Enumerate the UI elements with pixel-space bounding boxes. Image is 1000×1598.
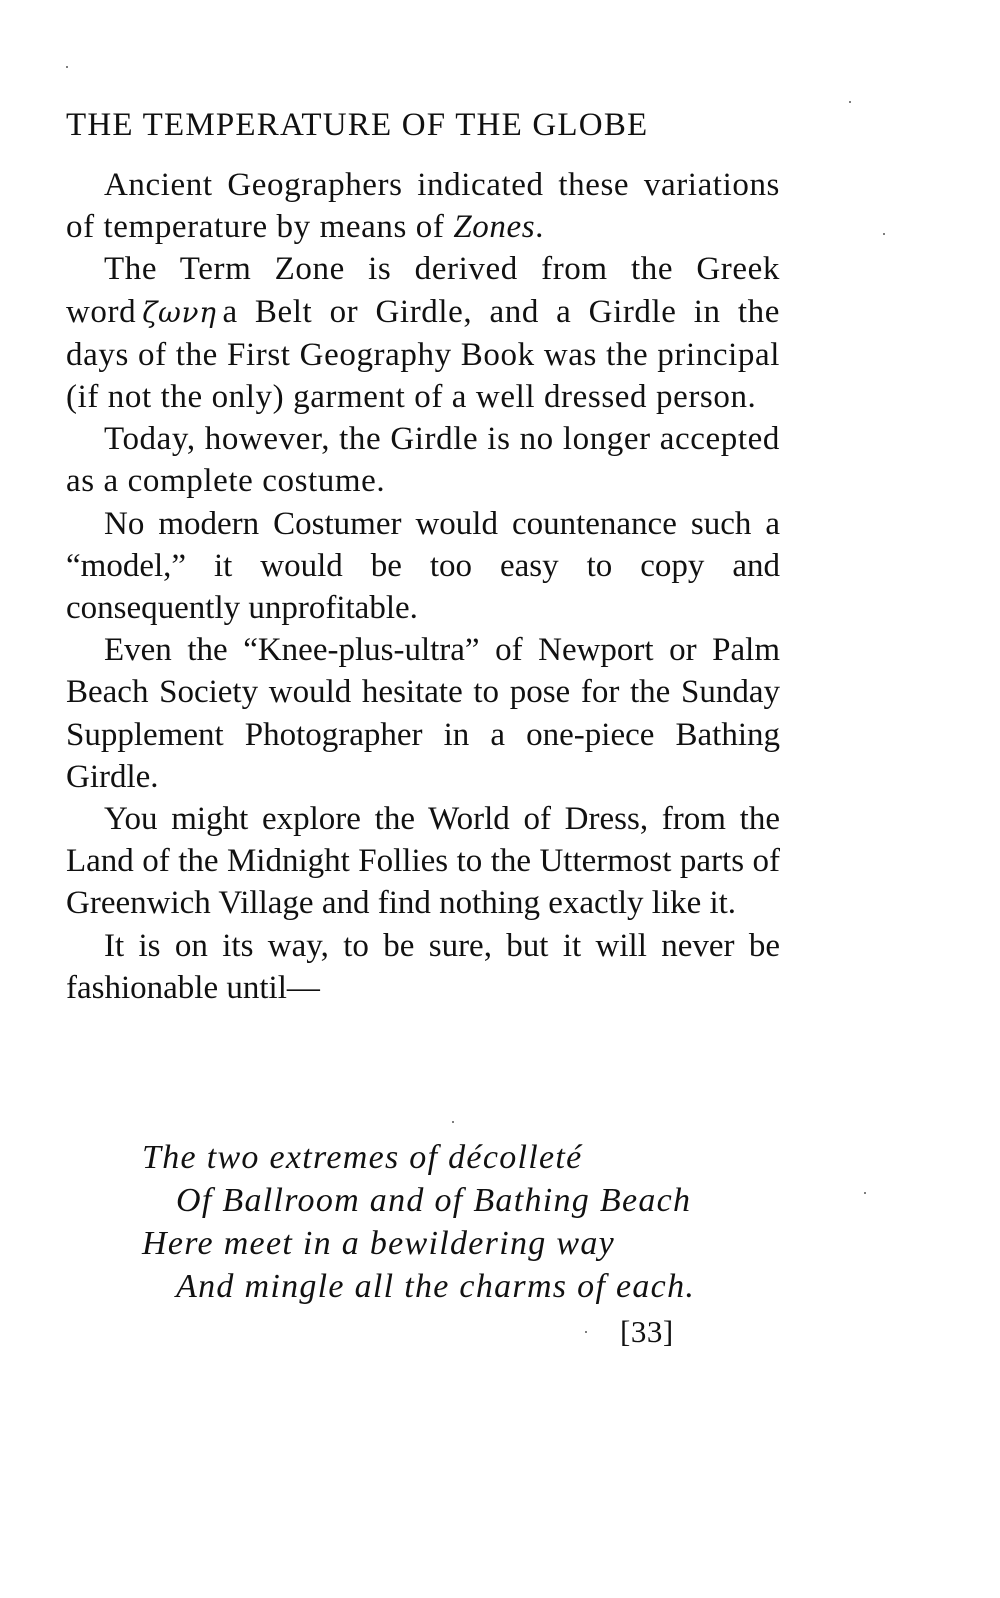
paper-speck	[66, 66, 68, 68]
paragraph-today: Today, however, the Girdle is no longer accepted as a complete costume.	[66, 421, 780, 500]
paper-speck	[864, 1192, 866, 1194]
paragraph-zones	[66, 164, 780, 248]
paragraph-term-zone	[66, 248, 780, 418]
running-head: THE TEMPERATURE OF THE GLOBE	[66, 107, 649, 143]
zones-italic: Zones	[453, 209, 536, 246]
paragraph-zones-text: Ancient Geographers indicated these variations of temperature by means of	[66, 167, 780, 246]
paragraph-knee-plus-ultra: Even the “Knee-plus-ultra” of Newport or Palm Beach Society would hesitate to pose for the Sunday Supplement Photographer in a one-piece Bathing Girdle.	[66, 632, 780, 795]
paragraph-zones-period: .	[535, 209, 545, 246]
body-text	[66, 164, 780, 1009]
page-number: [33]	[620, 1314, 674, 1349]
paper-speck	[585, 1331, 587, 1333]
paper-speck	[849, 101, 851, 103]
greek-word: ζωνη	[142, 295, 217, 329]
verse-stanza	[142, 1136, 762, 1308]
verse-line-2: Of Ballroom and of Bathing Beach	[176, 1182, 692, 1219]
paragraph-term-zone-after: a Belt or Girdle, and a Girdle in the days of the First Geography Book was the principal (if not the only) garment of a well dressed person.	[66, 293, 780, 416]
paper-speck	[883, 233, 885, 235]
verse-line-1: The two extremes of décolleté	[142, 1139, 583, 1176]
verse-line-3: Here meet in a bewildering way	[142, 1225, 616, 1262]
paragraph-costumer: No modern Costumer would countenance such a “model,” it would be too easy to copy and consequently unprofitable.	[66, 505, 780, 627]
paragraph-on-its-way: It is on its way, to be sure, but it will never be fashionable until—	[66, 927, 780, 1006]
paragraph-term-zone-before: The Term Zone is derived from the Greek word	[66, 251, 780, 330]
verse-line-4: And mingle all the charms of each.	[176, 1268, 696, 1305]
paper-speck	[452, 1121, 454, 1123]
paragraph-world-of-dress: You might explore the World of Dress, from the Land of the Midnight Follies to the Uttermost parts of Greenwich Village and find nothing exactly like it.	[66, 801, 780, 922]
